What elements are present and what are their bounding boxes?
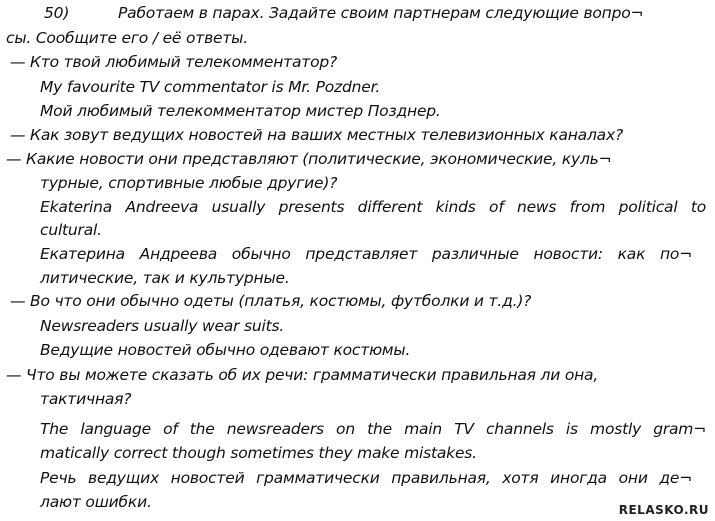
instruction-line-2: сы. Сообщите его / её ответы. bbox=[6, 29, 248, 47]
exercise-number: 50) bbox=[44, 4, 70, 22]
watermark: RELASKO.RU bbox=[618, 503, 709, 517]
question-5-line-2: тактичная? bbox=[40, 390, 132, 408]
answer-1-ru: Мой любимый телекомментатор мистер Позднер. bbox=[40, 102, 441, 120]
question-3-line-2: турные, спортивные любые другие)? bbox=[40, 174, 338, 192]
answer-3-en-line-1: Ekaterina Andreeva usually presents different kinds of news from political to bbox=[40, 198, 706, 216]
answer-5-ru-line-2: лают ошибки. bbox=[40, 493, 152, 511]
answer-5-en-line-2: matically correct though sometimes they make mistakes. bbox=[40, 444, 477, 462]
answer-5-en-line-1: The language of the newsreaders on the main TV channels is mostly gram¬ bbox=[40, 420, 706, 438]
question-1: — Кто твой любимый телекомментатор? bbox=[10, 53, 338, 71]
question-4: — Во что они обычно одеты (платья, костюмы, футболки и т.д.)? bbox=[10, 292, 532, 310]
answer-1-en: My favourite TV commentator is Mr. Pozdner. bbox=[40, 78, 381, 96]
question-3-line-1: — Какие новости они представляют (политические, экономические, куль¬ bbox=[6, 150, 612, 168]
answer-4-en: Newsreaders usually wear suits. bbox=[40, 317, 285, 335]
answer-3-ru-line-2: литические, так и культурные. bbox=[40, 269, 290, 287]
question-5-line-1: — Что вы можете сказать об их речи: грамматически правильная ли она, bbox=[6, 366, 599, 384]
answer-3-ru-line-1: Екатерина Андреева обычно представляет различные новости: как по¬ bbox=[40, 245, 692, 263]
answer-3-en-line-2: cultural. bbox=[40, 221, 102, 239]
question-2: — Как зовут ведущих новостей на ваших местных телевизионных каналах? bbox=[10, 126, 623, 144]
answer-5-ru-line-1: Речь ведущих новостей грамматически правильная, хотя иногда они де¬ bbox=[40, 469, 692, 487]
answer-4-ru: Ведущие новостей обычно одевают костюмы. bbox=[40, 341, 411, 359]
instruction-line-1: Работаем в парах. Задайте своим партнерам следующие вопро¬ bbox=[118, 4, 644, 22]
